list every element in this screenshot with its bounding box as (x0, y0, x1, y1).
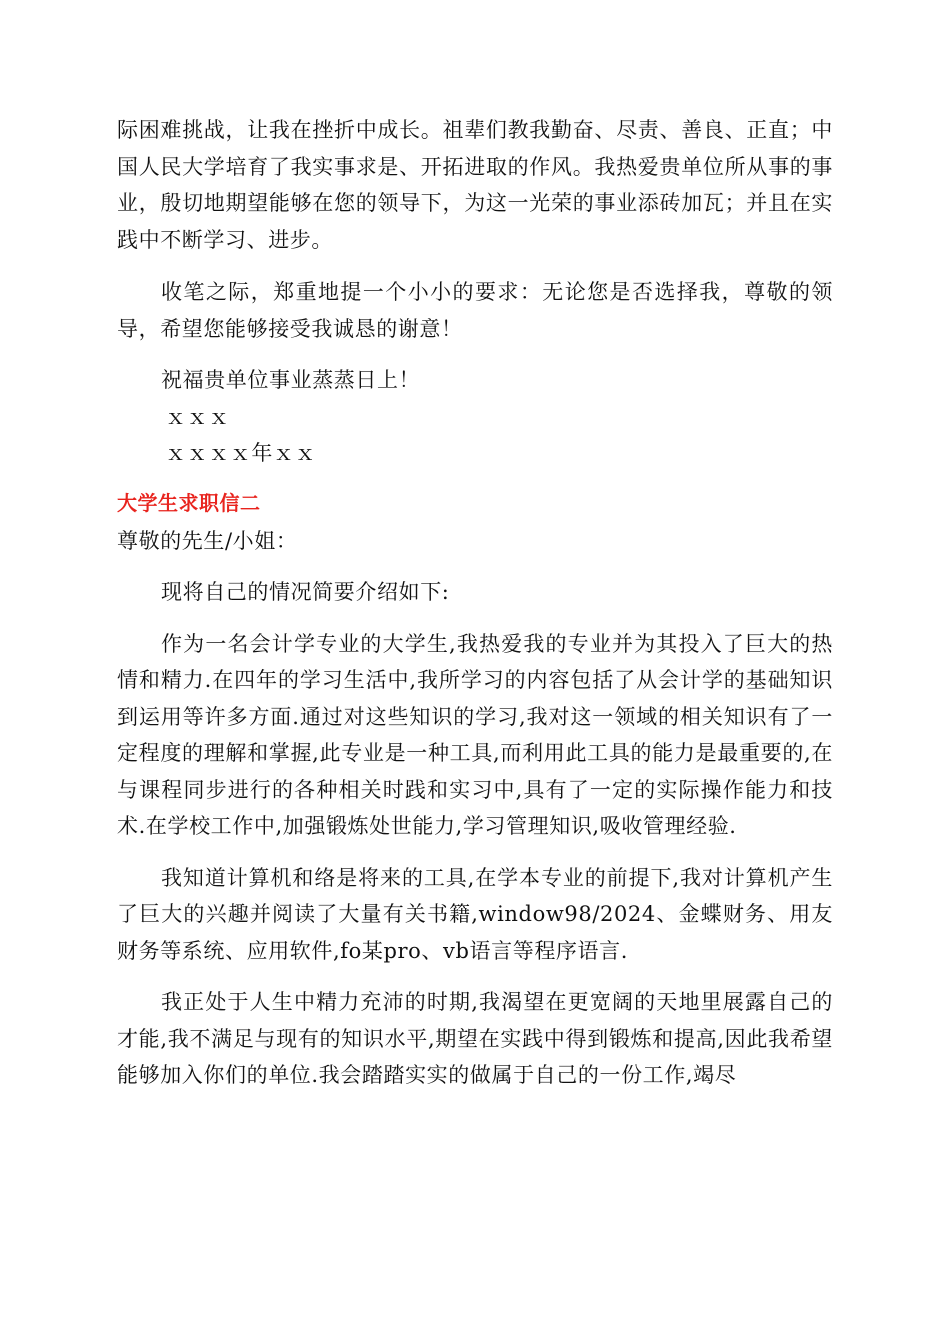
salutation: 尊敬的先生/小姐： (117, 528, 298, 553)
signature-date: ｘｘｘｘ年ｘｘ (165, 441, 317, 465)
signature-name: ｘｘｘ (165, 404, 230, 429)
paragraph-blessing: 祝福贵单位事业蒸蒸日上！ (161, 368, 421, 392)
paragraph-closing-request: 收笔之际，郑重地提一个小小的要求：无论您是否选择我，尊敬的领导，希望您能够接受我诚恳的谢意！ (117, 280, 833, 341)
paragraph-major: 作为一名会计学专业的大学生,我热爱我的专业并为其投入了巨大的热情和精力.在四年的学习生活中,我所学习的内容包括了从会计学的基础知识到运用等许多方面.通过对这些知识的学习,我对这一领域的相关知识有了一定程度的理解和掌握,此专业是一种工具,而利用此工具的能力是最重要的,在与课程同步进行的各种相关时践和实习中,具有了一定的实际操作能力和技术.在学校工作中,加强锻炼处世能力,学习管理知识,吸收管理经验. (117, 631, 833, 838)
paragraph-intro: 现将自己的情况简要介绍如下: (161, 580, 450, 604)
section-heading: 大学生求职信二 (117, 490, 261, 515)
paragraph-continued: 际困难挑战，让我在挫折中成长。祖辈们教我勤奋、尽责、善良、正直；中国人民大学培育了我实事求是、开拓进取的作风。我热爱贵单位所从事的事业，殷切地期望能够在您的领导下，为这一光荣的事业添砖加瓦；并且在实践中不断学习、进步。 (117, 118, 833, 252)
document-body (117, 112, 833, 1094)
paragraph-aspiration: 我正处于人生中精力充沛的时期,我渴望在更宽阔的天地里展露自己的才能,我不满足与现有的知识水平,期望在实践中得到锻炼和提高,因此我希望能够加入你们的单位.我会踏踏实实的做属于自己的一份工作,竭尽 (117, 990, 833, 1087)
paragraph-computer-skills: 我知道计算机和络是将来的工具,在学本专业的前提下,我对计算机产生了巨大的兴趣并阅读了大量有关书籍,window98/2024、金蝶财务、用友财务等系统、应用软件,fo某pro、vb语言等程序语言. (117, 865, 833, 963)
